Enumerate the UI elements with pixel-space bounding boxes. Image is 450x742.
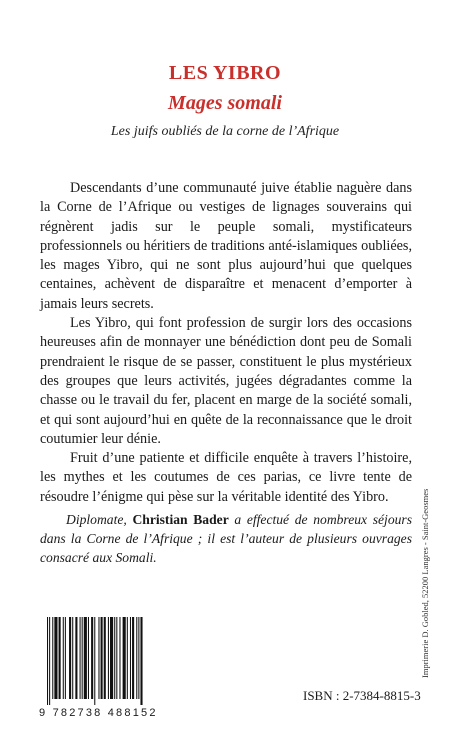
barcode-bar (140, 617, 142, 705)
blurb-paragraph-3: Fruit d’une patiente et difficile enquête à travers l’histoire, les mythes et les coutumes de ces parias, ce livre tente de résoudre l’énigme qui pèse sur la véritable identité des Yibro. (40, 450, 412, 505)
barcode-bar (138, 617, 139, 699)
blurb-paragraph-1: Descendants d’une communauté juive établie naguère dans la Corne de l’Afrique ou vestiges de lignages souverains qui régnèrent jadis sur le peuple somali, mystificateurs professionnels ou héritiers de traditions anté-islamiques oubliées, les mages Yibro, qui ne sont plus aujourd’hui que quelques centaines, achèvent de disparaître et menacent d’emporter à jamais leurs secrets. (40, 180, 412, 312)
book-tagline: Les juifs oubliés de la corne de l’Afrique (110, 124, 340, 139)
barcode-bar (88, 617, 89, 699)
barcode-bar (47, 617, 48, 705)
barcode-bar (132, 617, 134, 699)
barcode-bars (47, 617, 169, 707)
barcode-bar (108, 617, 109, 699)
barcode-bar (130, 617, 131, 699)
barcode-digits: 9 782738 488152 (39, 707, 158, 719)
isbn-number: ISBN : 2-7384-8815-3 (303, 688, 421, 703)
barcode-bar (80, 617, 81, 699)
author-bio (40, 510, 412, 567)
barcode-bar (82, 617, 83, 699)
barcode-bar (59, 617, 61, 699)
barcode-bar (119, 617, 120, 699)
printer-credit: Imprimerie D. Gobled, 52200 Langres - Saint-Geosmes (420, 488, 430, 678)
barcode-bar (114, 617, 115, 699)
barcode-bar (91, 617, 93, 699)
book-subtitle: Mages somali (168, 92, 282, 114)
blurb-paragraph-2: Les Yibro, qui font profession de surgir lors des occasions heureuses afin de monnayer une bénédiction dont peu de Somali prendraient le risque de se passer, constituent le plus mystérieux des groupes que leurs activités, jugées dégradantes comme la chasse ou le travail du fer, placent en marge de la société somali, et qui sont aujourd’hui en quête de la reconnaissance que le droit coutumier leur dénie. (40, 315, 412, 447)
barcode-bar (54, 617, 57, 699)
author-bio-prefix: Diplomate, (66, 512, 133, 527)
barcode-bar (127, 617, 128, 699)
author-bio-suffix: a effectué de nombreux séjours dans la Corne de l’Afrique ; il est l’auteur de plusieurs ouvrages consacré aux Somali. (40, 512, 413, 565)
barcode-bar (52, 617, 53, 699)
blurb-text (40, 179, 412, 507)
barcode-bar (94, 617, 95, 705)
book-title: LES YIBRO (168, 62, 282, 84)
barcode-bar (75, 617, 77, 699)
barcode-bar (98, 617, 99, 699)
barcode-bar (63, 617, 64, 699)
author-name: Christian Bader (132, 512, 229, 527)
barcode-bar (110, 617, 113, 699)
barcode-bar (65, 617, 66, 699)
barcode-bar (116, 617, 117, 699)
barcode-bar (104, 617, 106, 699)
barcode-bar (123, 617, 126, 699)
barcode-bar (84, 617, 87, 699)
barcode (39, 617, 169, 722)
barcode-bar (101, 617, 103, 699)
barcode-bar (69, 617, 71, 699)
barcode-bar (49, 617, 50, 705)
barcode-bar (72, 617, 73, 699)
barcode-bar (136, 617, 137, 699)
